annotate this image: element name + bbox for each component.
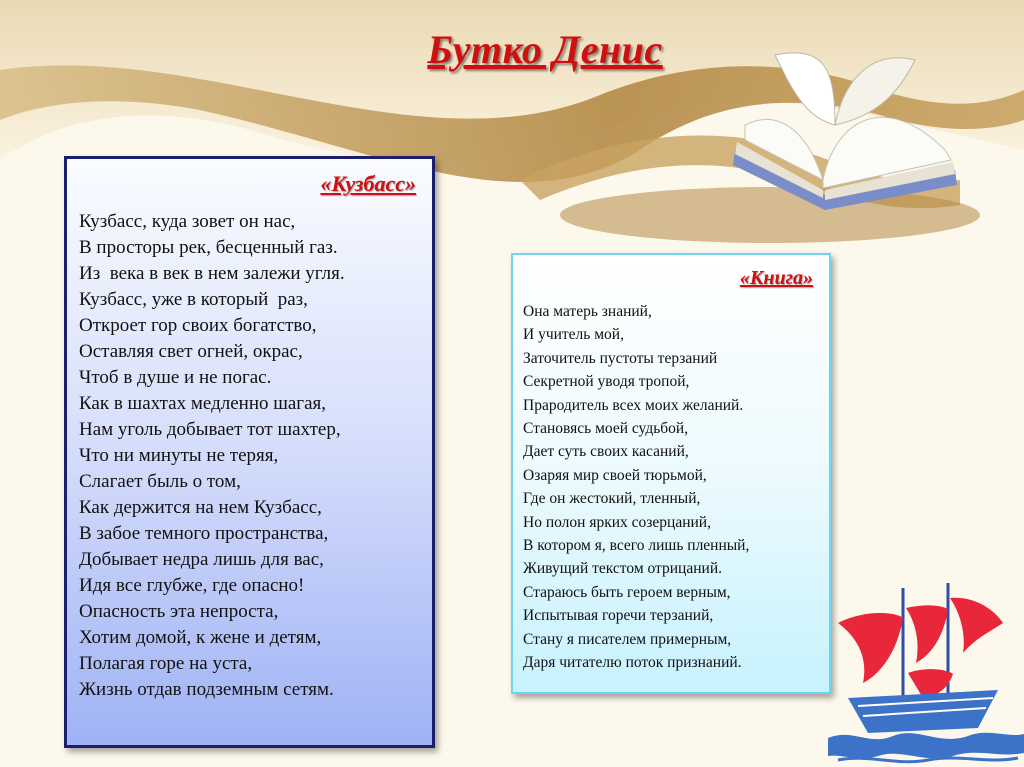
- poem-line: Чтоб в душе и не погас.: [79, 367, 272, 388]
- poem-line: Откроет гор своих богатство,: [79, 315, 317, 336]
- sailing-ship-icon: [828, 578, 1024, 767]
- poem-line: Кузбасс, уже в который раз,: [79, 289, 308, 310]
- poem-title: «Кузбасс»: [320, 171, 416, 196]
- poem-line: Заточитель пустоты терзаний: [523, 349, 718, 367]
- poem-line: Но полон ярких созерцаний,: [523, 513, 711, 531]
- poem-line: Дает суть своих касаний,: [523, 443, 689, 461]
- poem-line: Слагает быль о том,: [79, 471, 241, 492]
- poem-line: Полагая горе на уста,: [79, 653, 253, 674]
- poem-line: И учитель мой,: [523, 326, 624, 344]
- poem-line: Нам уголь добывает тот шахтер,: [79, 419, 341, 440]
- poem-line: В забое темного пространства,: [79, 523, 329, 544]
- poem-lines: [523, 300, 815, 675]
- poem-line: В котором я, всего лишь пленный,: [523, 537, 750, 555]
- page-title: Бутко Денис: [427, 27, 663, 72]
- poem-line: Озаряя мир своей тюрьмой,: [523, 466, 707, 484]
- poem-line: Она матерь знаний,: [523, 303, 652, 320]
- poem-line: Где он жестокий, тленный,: [523, 490, 701, 508]
- poem-line: Опасность эта непроста,: [79, 601, 279, 622]
- poem-line: Из века в век в нем залежи угля.: [79, 263, 345, 284]
- poem-card-kuzbass: [64, 156, 435, 748]
- poem-line: Как держится на нем Кузбасс,: [79, 497, 322, 518]
- poem-lines: [79, 209, 418, 703]
- poem-line: Живущий текстом отрицаний.: [523, 560, 722, 578]
- poem-line: Как в шахтах медленно шагая,: [79, 393, 327, 414]
- poem-line: Кузбасс, куда зовет он нас,: [79, 211, 296, 232]
- poem-line: Идя все глубже, где опасно!: [79, 575, 305, 596]
- poem-line: Что ни минуты не теряя,: [79, 445, 279, 466]
- poem-line: Стану я писателем примерным,: [523, 630, 732, 648]
- poem-title: «Книга»: [739, 267, 813, 289]
- poem-line: Испытывая горечи терзаний,: [523, 607, 714, 625]
- poem-line: Становясь моей судьбой,: [523, 420, 689, 438]
- poem-line: Добывает недра лишь для вас,: [79, 549, 324, 570]
- poem-line: Стараюсь быть героем верным,: [523, 583, 731, 601]
- poem-line: Секретной уводя тропой,: [523, 373, 690, 391]
- poem-line: Прародитель всех моих желаний.: [523, 396, 744, 414]
- poem-card-kniga: [511, 253, 831, 694]
- poem-line: Оставляя свет огней, окрас,: [79, 341, 303, 362]
- poem-line: Жизнь отдав подземным сетям.: [79, 679, 334, 700]
- poem-line: Хотим домой, к жене и детям,: [79, 627, 322, 648]
- poem-line: Даря читателю поток признаний.: [523, 654, 742, 672]
- poem-line: В просторы рек, бесценный газ.: [79, 237, 338, 258]
